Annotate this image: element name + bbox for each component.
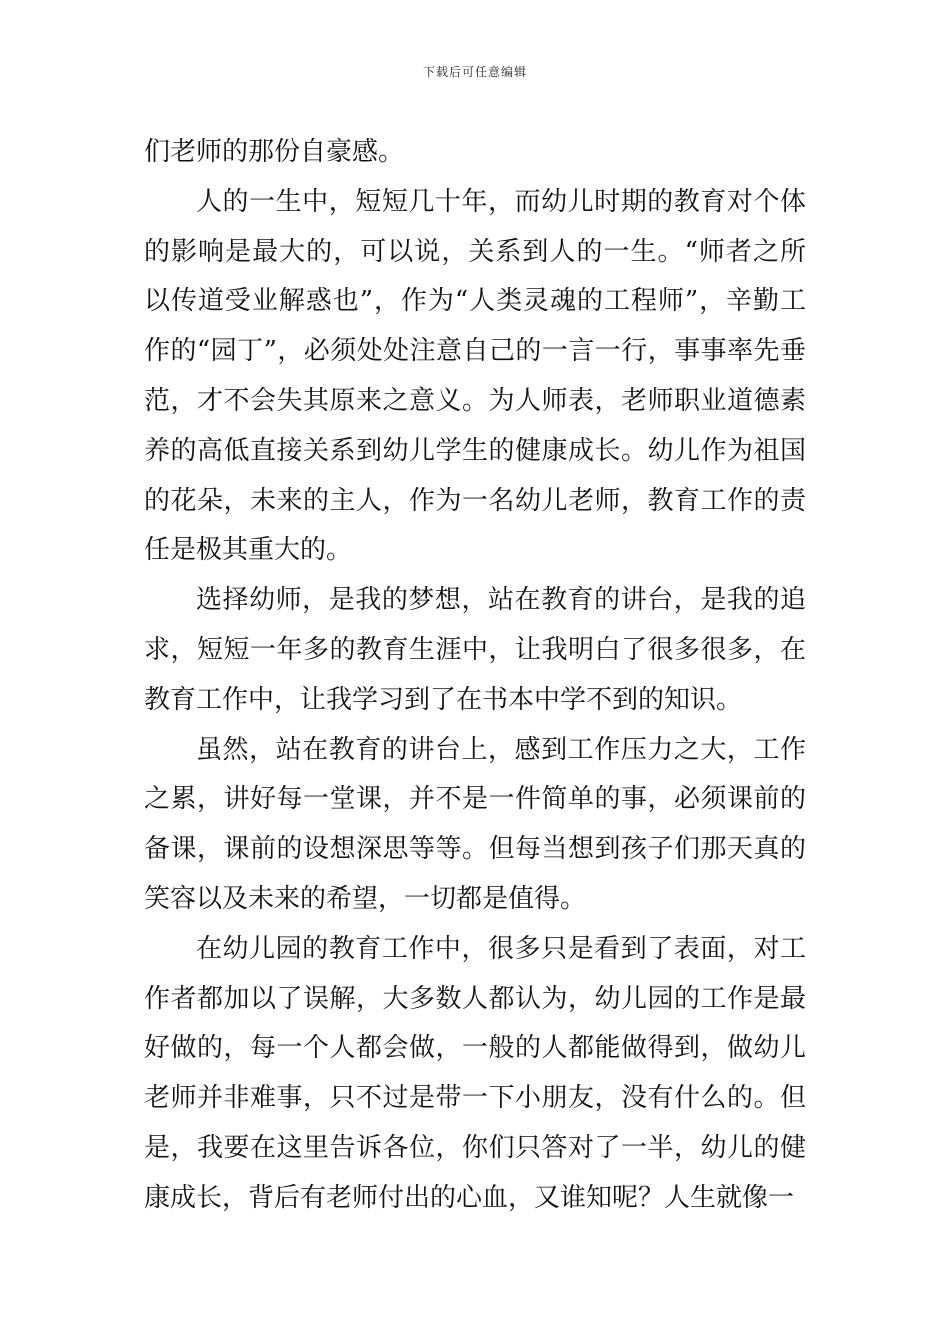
paragraph-influence-of-early-education: 人的一生中，短短几十年，而幼儿时期的教育对个体的影响是最大的，可以说，关系到人的一生。“师者之所以传道受业解惑也”，作为“人类灵魂的工程师”，辛勤工作的“园丁”，必须处处注意自己的一言一行，事事率先垂范，才不会失其原来之意义。为人师表，老师职业道德素养的高低直接关系到幼儿学生的健康成长。幼儿作为祖国的花朵，未来的主人，作为一名幼儿老师，教育工作的责任是极其重大的。 bbox=[144, 186, 806, 566]
page-header: 下载后可任意编辑 bbox=[422, 65, 527, 79]
paragraph-dream-of-teaching: 选择幼师，是我的梦想，站在教育的讲台，是我的追求，短短一年多的教育生涯中，让我明白了很多很多，在教育工作中，让我学习到了在书本中学不到的知识。 bbox=[144, 585, 806, 715]
paragraph-continuation: 们老师的那份自豪感。 bbox=[144, 137, 405, 167]
paragraph-work-pressure: 虽然，站在教育的讲台上，感到工作压力之大，工作之累，讲好每一堂课，并不是一件简单的事，必须课前的备课，课前的设想深思等等。但每当想到孩子们那天真的笑容以及未来的希望，一切都是值得。 bbox=[144, 734, 806, 914]
document-body bbox=[144, 128, 806, 1224]
paragraph-misunderstanding: 在幼儿园的教育工作中，很多只是看到了表面，对工作者都加以了误解，大多数人都认为，幼儿园的工作是最好做的，每一个人都会做，一般的人都能做得到，做幼儿老师并非难事，只不过是带一下小朋友，没有什么的。但是，我要在这里告诉各位，你们只答对了一半，幼儿的健康成长，背后有老师付出的心血，又谁知呢？人生就像一 bbox=[144, 933, 806, 1213]
